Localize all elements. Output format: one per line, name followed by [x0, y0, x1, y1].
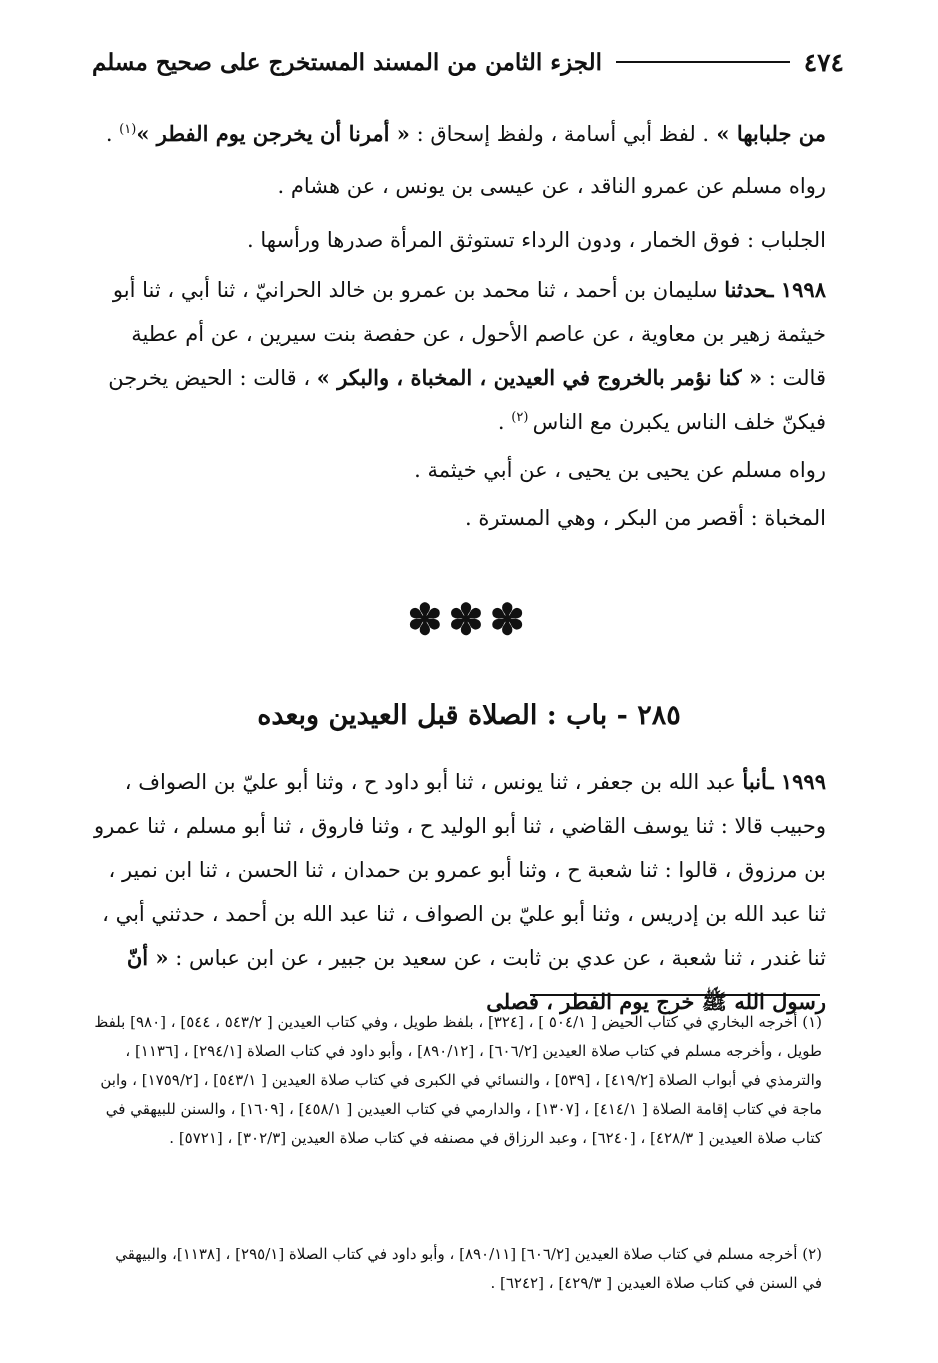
hadith-number: ١٩٩٩ ـ [767, 769, 826, 794]
body-text: . [497, 410, 512, 434]
hadith-keyword: حدثنا [724, 277, 768, 302]
page-header [92, 40, 844, 84]
footnote-2: (٢) أخرجه مسلم في كتاب صلاة العيدين [٦٠٦/٢] [٨٩٠/١١] ، وأبو داود في كتاب الصلاة [٢٩٥/١] ، [١١٣٨]، والبيهقي في السنن في كتاب صلاة العيدين [ ٤٢٩/٣] ، [٦٢٤٢] . [115, 1245, 822, 1292]
footnote-rule [530, 994, 820, 996]
quoted-text: « كنا نؤمر بالخروج في العيدين ، المخباة ، والبكر » [316, 365, 763, 390]
hadith-number: ١٩٩٨ ـ [767, 277, 826, 302]
paragraph-continuation [92, 112, 826, 156]
quoted-text: من جلبابها » [709, 121, 826, 146]
body-text: . لفظ أبي أسامة ، ولفظ إسحاق : [409, 122, 710, 146]
gloss-note: الجلباب : فوق الخمار ، ودون الرداء تستوثق المرأة صدرها ورأسها . [247, 228, 826, 252]
section-separator: ✽✽✽ [407, 595, 531, 644]
gloss-note: المخباة : أقصر من البكر ، وهي المسترة . [464, 506, 826, 530]
narration-note: رواه مسلم عن عمرو الناقد ، عن عيسى بن يونس ، عن هشام . [277, 174, 826, 198]
footnote-ref: (٢) [511, 410, 533, 425]
page-number: ٤٧٤ [803, 47, 844, 77]
hadith-keyword: أنبأ [742, 769, 768, 794]
footnote-1: (١) أخرجه البخاري في كتاب الحيض [ ٥٠٤/١ ] ، [٣٢٤] ، بلفظ طويل ، وفي كتاب العيدين [ ٥٤٣/٢ ، ٥٤٤] ، [٩٨٠] بلفظ طويل ، وأخرجه مسلم في كتاب صلاة العيدين [٦٠٦/٢] ، [٨٩٠/١٢] ، وأبو داود في كتاب الصلاة [٢٩٤/١] ، [١١٣٦] ، والترمذي في أبواب الصلاة [٤١٩/٢] ، [٥٣٩] ، والنسائي في الكبرى في كتاب صلاة العيدين [ ٥٤٣/١] ، [١٧٥٩/٢] ، وابن ماجة في كتاب إقامة الصلاة [ ٤١٤/١] ، [١٣٠٧] ، والدارمي في كتاب العيدين [ ٤٥٨/١] ، [١٦٠٩] ، والسنن للبيهقي في كتاب صلاة العيدين [ ٤٢٨/٣] ، [٦٢٤٠] ، وعبد الرزاق في مصنفه في كتاب صلاة العيدين [٣٠٢/٣] ، [٥٧٢١] . [94, 1013, 822, 1147]
hadith-1998 [92, 268, 826, 444]
footnote-ref: (١) [119, 122, 137, 137]
body-text: ، قالت : الحيض يخرجن فيكنّ خلف الناس يكبرن مع الناس [108, 366, 826, 434]
header-rule [616, 61, 790, 63]
narration-note: رواه مسلم عن يحيى بن يحيى ، عن أبي خيثمة . [414, 458, 826, 482]
chapter-title: ٢٨٥ - باب : الصلاة قبل العيدين وبعده [257, 700, 681, 731]
quoted-text: « أمرنا أن يخرجن يوم الفطر » [136, 121, 410, 146]
body-text: سليمان بن أحمد ، ثنا محمد بن عمرو بن خالد الحرانيّ ، ثنا أبي ، ثنا أبو خيثمة زهير بن معاوية ، عن عاصم الأحول ، عن حفصة بنت سيرين ، عن أم عطية قالت : [112, 278, 826, 390]
body-text: . [105, 122, 120, 146]
body-text: عبد الله بن جعفر ، ثنا يونس ، ثنا أبو داود ح ، وثنا أبو عليّ بن الصواف ، وحبيب قالا : ثنا يوسف القاضي ، ثنا أبو الوليد ح ، وثنا فاروق ، ثنا أبو مسلم ، ثنا عمرو بن مرزوق ، قالوا : ثنا شعبة ح ، وثنا أبو عمرو بن حمدان ، ثنا الحسن ، ثنا ابن نمير ، ثنا عبد الله بن إدريس ، وثنا أبو عليّ بن الصواف ، ثنا عبد الله بن أحمد ، حدثني أبي ، ثنا غندر ، ثنا شعبة ، عن عدي بن ثابت ، عن سعيد بن جبير ، عن ابن عباس : [94, 770, 826, 970]
hadith-1999 [92, 760, 826, 1024]
running-title: الجزء الثامن من المسند المستخرج على صحيح مسلم [92, 48, 602, 76]
quoted-text: « أنّ رسول الله ﷺ خرج يوم الفطر ، فصلى [126, 945, 826, 1014]
